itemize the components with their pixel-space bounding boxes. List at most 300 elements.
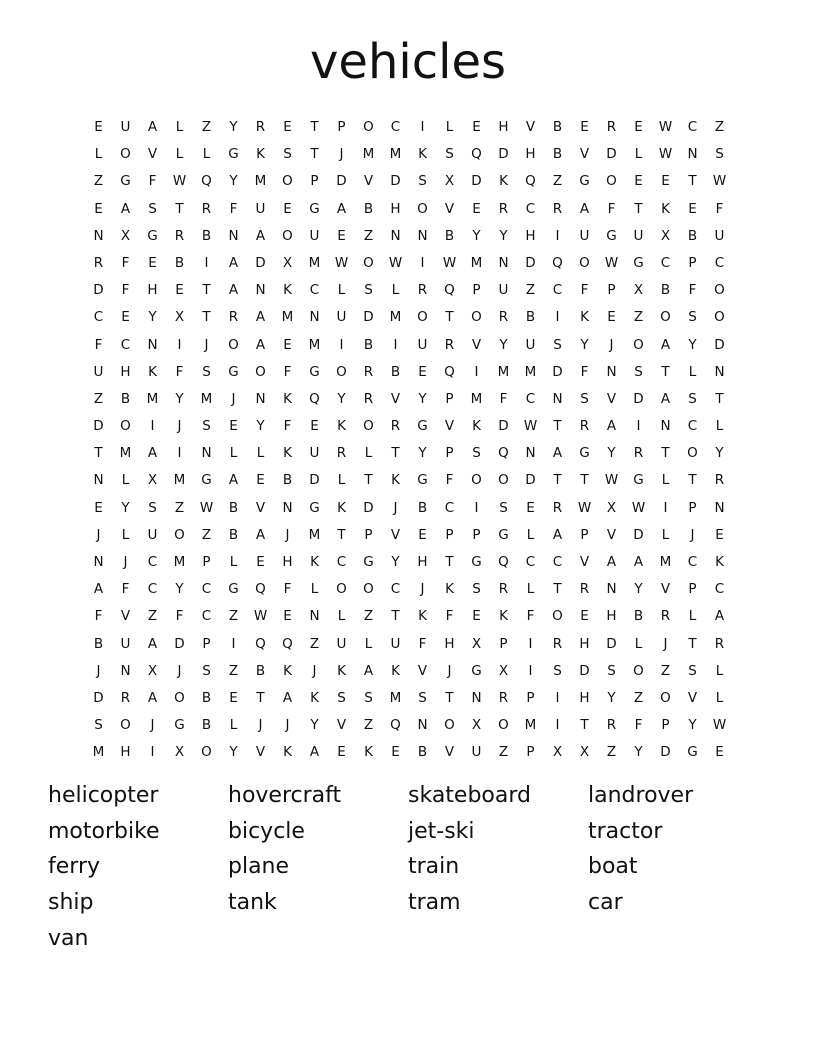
grid-letter: Y [121,499,130,516]
grid-letter: N [714,499,725,516]
grid-letter: T [445,689,454,706]
grid-letter: D [633,526,644,543]
grid-letter: D [255,254,266,271]
grid-letter: K [337,499,346,516]
grid-letter: F [283,418,292,435]
grid-letter: I [474,363,479,380]
grid-letter: S [364,282,373,299]
grid-letter: Q [390,717,401,734]
grid-letter: N [417,717,428,734]
grid-letter: L [364,445,373,462]
grid-letter: E [283,336,292,353]
grid-letter: X [174,744,185,761]
grid-letter: A [147,635,158,652]
grid-letter: C [552,554,563,570]
grid-letter: R [633,445,644,462]
grid-letter: Z [606,744,617,761]
grid-letter: G [417,472,428,489]
grid-letter: W [523,418,538,435]
grid-letter: N [93,472,104,489]
grid-letter: T [175,200,184,217]
grid-letter: A [606,418,617,435]
grid-letter: B [633,608,644,625]
grid-letter: S [553,662,562,679]
grid-letter: D [525,472,536,489]
grid-letter: I [204,254,209,271]
grid-letter: G [147,227,158,244]
grid-letter: B [363,200,374,217]
grid-letter: P [688,254,697,271]
grid-letter: E [391,744,400,761]
grid-letter: Z [93,390,104,407]
grid-letter: M [308,336,321,353]
grid-letter: S [418,173,427,190]
grid-letter: N [147,336,158,353]
grid-letter: Z [633,309,644,326]
grid-letter: E [310,418,319,435]
grid-letter: V [606,526,617,543]
grid-letter: G [471,662,482,679]
grid-letter: O [552,608,563,625]
grid-letter: A [714,608,725,625]
grid-letter: A [228,282,239,299]
grid-letter: O [660,309,671,326]
grid-letter: I [474,499,479,516]
grid-letter: E [634,119,643,135]
grid-letter: A [255,227,266,244]
grid-letter: O [687,445,698,462]
grid-letter: L [175,119,184,135]
grid-letter: F [175,608,184,625]
grid-letter: S [607,662,616,679]
grid-letter: M [173,472,186,489]
grid-letter: X [579,744,590,761]
grid-letter: G [687,744,698,761]
grid-letter: T [661,363,670,380]
grid-letter: L [337,282,346,299]
grid-letter: X [147,662,158,679]
grid-letter: L [526,581,535,598]
grid-letter: E [229,689,238,706]
grid-letter: O [498,717,509,734]
grid-letter: C [714,254,725,271]
grid-letter: X [471,717,482,734]
grid-letter: F [121,282,130,299]
grid-letter: K [391,472,400,489]
grid-letter: V [444,418,455,435]
grid-letter: O [336,363,347,380]
grid-letter: I [150,744,155,761]
grid-letter: K [283,662,292,679]
grid-letter: B [228,499,239,516]
grid-letter: R [606,119,617,135]
grid-letter: E [148,254,157,271]
grid-letter: U [120,635,131,652]
grid-letter: M [524,363,537,380]
grid-letter: W [631,499,646,516]
grid-letter: N [282,499,293,516]
grid-letter: E [418,526,427,543]
grid-letter: Y [337,390,346,407]
grid-letter: C [687,418,698,435]
grid-letter: X [120,227,131,244]
grid-letter: W [199,499,214,516]
word-list-item: jet-ski [408,818,475,844]
grid-letter: W [658,146,673,163]
grid-letter: L [526,526,535,543]
grid-letter: O [714,309,725,326]
grid-letter: I [555,689,560,706]
grid-letter: A [147,445,158,462]
grid-letter: R [660,608,671,625]
grid-letter: E [256,472,265,489]
grid-letter: C [444,499,455,516]
grid-letter: T [580,472,589,489]
grid-letter: B [228,526,239,543]
grid-letter: M [362,146,375,163]
grid-letter: D [606,635,617,652]
grid-letter: N [660,418,671,435]
grid-letter: D [93,689,104,706]
grid-letter: F [175,363,184,380]
grid-letter: N [606,581,617,598]
grid-letter: L [310,581,319,598]
word-list-item: tank [228,890,277,916]
grid-letter: F [418,635,427,652]
grid-letter: W [658,119,673,135]
grid-letter: O [363,581,374,598]
grid-letter: A [660,336,671,353]
grid-letter: X [660,227,671,244]
grid-letter: N [255,282,266,299]
grid-letter: P [580,526,589,543]
grid-letter: G [228,363,239,380]
word-list-item: motorbike [48,818,160,844]
grid-letter: K [364,744,373,761]
word-list [48,778,768,956]
grid-letter: R [714,472,725,489]
grid-letter: A [93,581,104,598]
grid-letter: L [715,418,724,435]
grid-letter: T [364,472,373,489]
grid-letter: Y [418,445,427,462]
grid-letter: T [580,717,589,734]
grid-letter: X [633,282,644,299]
grid-letter: R [444,336,455,353]
grid-letter: T [256,689,265,706]
grid-letter: Q [255,581,266,598]
grid-letter: F [121,254,130,271]
grid-letter: W [253,608,268,625]
grid-letter: W [712,173,727,190]
grid-letter: C [687,554,698,570]
grid-letter: O [120,146,131,163]
grid-letter: F [526,608,535,625]
grid-letter: O [201,744,212,761]
grid-letter: T [310,119,319,135]
grid-letter: B [201,227,212,244]
grid-letter: V [417,662,428,679]
grid-letter: X [147,472,158,489]
grid-letter: N [309,309,320,326]
word-list-item: car [588,890,623,916]
grid-letter: K [499,173,508,190]
grid-letter: T [391,445,400,462]
grid-letter: D [471,173,482,190]
grid-letter: O [363,119,374,135]
grid-letter: H [282,554,293,570]
grid-letter: Q [255,635,266,652]
word-list-item: ship [48,890,94,916]
grid-letter: Z [201,119,212,135]
grid-letter: E [229,418,238,435]
grid-letter: T [94,445,103,462]
grid-letter: M [389,146,402,163]
grid-letter: F [445,608,454,625]
grid-letter: L [661,472,670,489]
grid-letter: K [580,309,589,326]
grid-letter: U [579,227,590,244]
grid-letter: M [389,309,402,326]
grid-letter: E [715,744,724,761]
grid-letter: S [472,445,481,462]
grid-letter: B [255,662,266,679]
grid-letter: C [309,282,320,299]
grid-letter: V [255,499,266,516]
grid-letter: W [577,499,592,516]
grid-letter: U [120,119,131,135]
grid-letter: W [442,254,457,271]
grid-letter: D [606,146,617,163]
grid-letter: D [552,363,563,380]
grid-letter: N [120,662,131,679]
grid-letter: Z [228,608,239,625]
grid-letter: A [228,472,239,489]
grid-letter: I [339,336,344,353]
grid-letter: B [552,146,563,163]
grid-letter: L [202,146,211,163]
grid-letter: P [445,445,454,462]
grid-letter: R [552,200,563,217]
grid-letter: P [202,554,211,570]
grid-letter: V [606,390,617,407]
grid-letter: B [201,717,212,734]
grid-letter: P [202,635,211,652]
grid-letter: L [337,608,346,625]
grid-letter: P [688,499,697,516]
grid-letter: K [310,689,319,706]
grid-letter: O [228,336,239,353]
grid-letter: X [552,744,563,761]
word-list-item: skateboard [408,783,531,808]
grid-letter: Q [282,635,293,652]
grid-letter: K [391,662,400,679]
grid-letter: U [633,227,644,244]
grid-letter: A [552,445,563,462]
grid-letter: W [334,254,349,271]
grid-letter: P [337,119,346,135]
grid-letter: U [417,336,428,353]
grid-letter: G [579,445,590,462]
grid-letter: K [337,418,346,435]
grid-letter: K [310,554,319,570]
grid-letter: X [282,254,293,271]
grid-letter: T [445,554,454,570]
grid-letter: L [688,363,697,380]
grid-letter: O [363,418,374,435]
grid-letter: Z [714,119,725,135]
grid-letter: A [660,390,671,407]
grid-letter: L [364,635,373,652]
grid-letter: A [255,309,266,326]
letter-grid [85,114,733,767]
grid-letter: G [363,554,374,570]
grid-letter: S [94,717,103,734]
grid-letter: D [714,336,725,353]
grid-letter: J [312,662,317,679]
grid-letter: T [634,200,643,217]
grid-letter: I [663,499,668,516]
grid-letter: C [660,254,671,271]
grid-letter: R [498,581,509,598]
grid-letter: N [552,390,563,407]
grid-letter: C [147,581,158,598]
grid-letter: R [228,309,239,326]
grid-letter: T [202,282,211,299]
grid-letter: Y [688,336,697,353]
grid-letter: Z [147,608,158,625]
grid-letter: H [498,119,509,135]
grid-letter: M [92,744,105,761]
grid-letter: O [282,173,293,190]
grid-letter: P [472,526,481,543]
grid-letter: D [390,173,401,190]
grid-letter: K [283,445,292,462]
grid-letter: A [363,662,374,679]
grid-letter: O [579,254,590,271]
grid-letter: Y [580,336,589,353]
grid-letter: G [309,363,320,380]
grid-letter: J [150,717,155,734]
grid-letter: F [607,200,616,217]
grid-letter: T [661,445,670,462]
grid-letter: E [580,119,589,135]
grid-letter: Y [229,173,238,190]
grid-letter: F [580,282,589,299]
grid-letter: V [525,119,536,135]
grid-letter: J [609,336,614,353]
word-list-item: helicopter [48,783,159,808]
grid-letter: W [604,472,619,489]
word-list-item: van [48,925,89,951]
grid-letter: O [444,717,455,734]
grid-letter: R [498,200,509,217]
grid-letter: T [337,526,346,543]
grid-letter: E [607,309,616,326]
grid-letter: H [525,227,536,244]
grid-letter: G [579,173,590,190]
grid-letter: O [174,689,185,706]
grid-letter: Q [444,282,455,299]
grid-letter: Z [525,282,536,299]
grid-letter: C [390,119,401,135]
grid-letter: K [283,390,292,407]
grid-letter: C [552,282,563,299]
grid-letter: S [283,146,292,163]
grid-letter: S [202,363,211,380]
grid-letter: C [93,309,104,326]
grid-letter: T [391,608,400,625]
grid-letter: K [418,146,427,163]
grid-letter: N [471,689,482,706]
grid-letter: A [282,689,293,706]
grid-letter: E [688,200,697,217]
grid-letter: O [417,309,428,326]
grid-letter: F [94,608,103,625]
grid-letter: V [363,173,374,190]
grid-letter: E [94,499,103,516]
grid-letter: P [472,282,481,299]
grid-letter: S [418,689,427,706]
grid-letter: L [688,608,697,625]
grid-letter: S [202,418,211,435]
grid-letter: Y [472,227,481,244]
grid-letter: M [470,254,483,271]
grid-letter: E [337,227,346,244]
grid-letter: O [336,581,347,598]
grid-letter: N [417,227,428,244]
grid-letter: T [688,173,697,190]
grid-letter: C [525,390,536,407]
grid-letter: T [553,581,562,598]
grid-letter: G [174,717,185,734]
grid-letter: D [498,418,509,435]
grid-letter: R [579,418,590,435]
grid-letter: K [715,554,724,570]
grid-letter: B [552,119,563,135]
grid-letter: A [255,336,266,353]
grid-letter: E [472,119,481,135]
grid-letter: K [148,363,157,380]
grid-letter: B [444,227,455,244]
grid-letter: S [553,336,562,353]
puzzle-title: vehicles [310,34,506,90]
grid-letter: Z [363,227,374,244]
grid-letter: K [445,581,454,598]
grid-letter: R [390,418,401,435]
grid-letter: V [336,717,347,734]
grid-letter: B [390,363,401,380]
grid-letter: U [336,309,347,326]
grid-letter: S [364,689,373,706]
grid-letter: H [120,744,131,761]
grid-letter: O [606,173,617,190]
grid-letter: H [525,146,536,163]
grid-letter: U [255,200,266,217]
grid-letter: R [120,689,131,706]
grid-letter: N [390,227,401,244]
grid-letter: F [229,200,238,217]
grid-letter: T [715,390,724,407]
grid-letter: B [417,499,428,516]
grid-letter: O [120,717,131,734]
grid-letter: B [120,390,131,407]
grid-letter: B [201,689,212,706]
word-list-item: hovercraft [228,783,342,808]
grid-letter: H [120,363,131,380]
grid-letter: R [552,635,563,652]
grid-letter: Y [391,554,400,570]
